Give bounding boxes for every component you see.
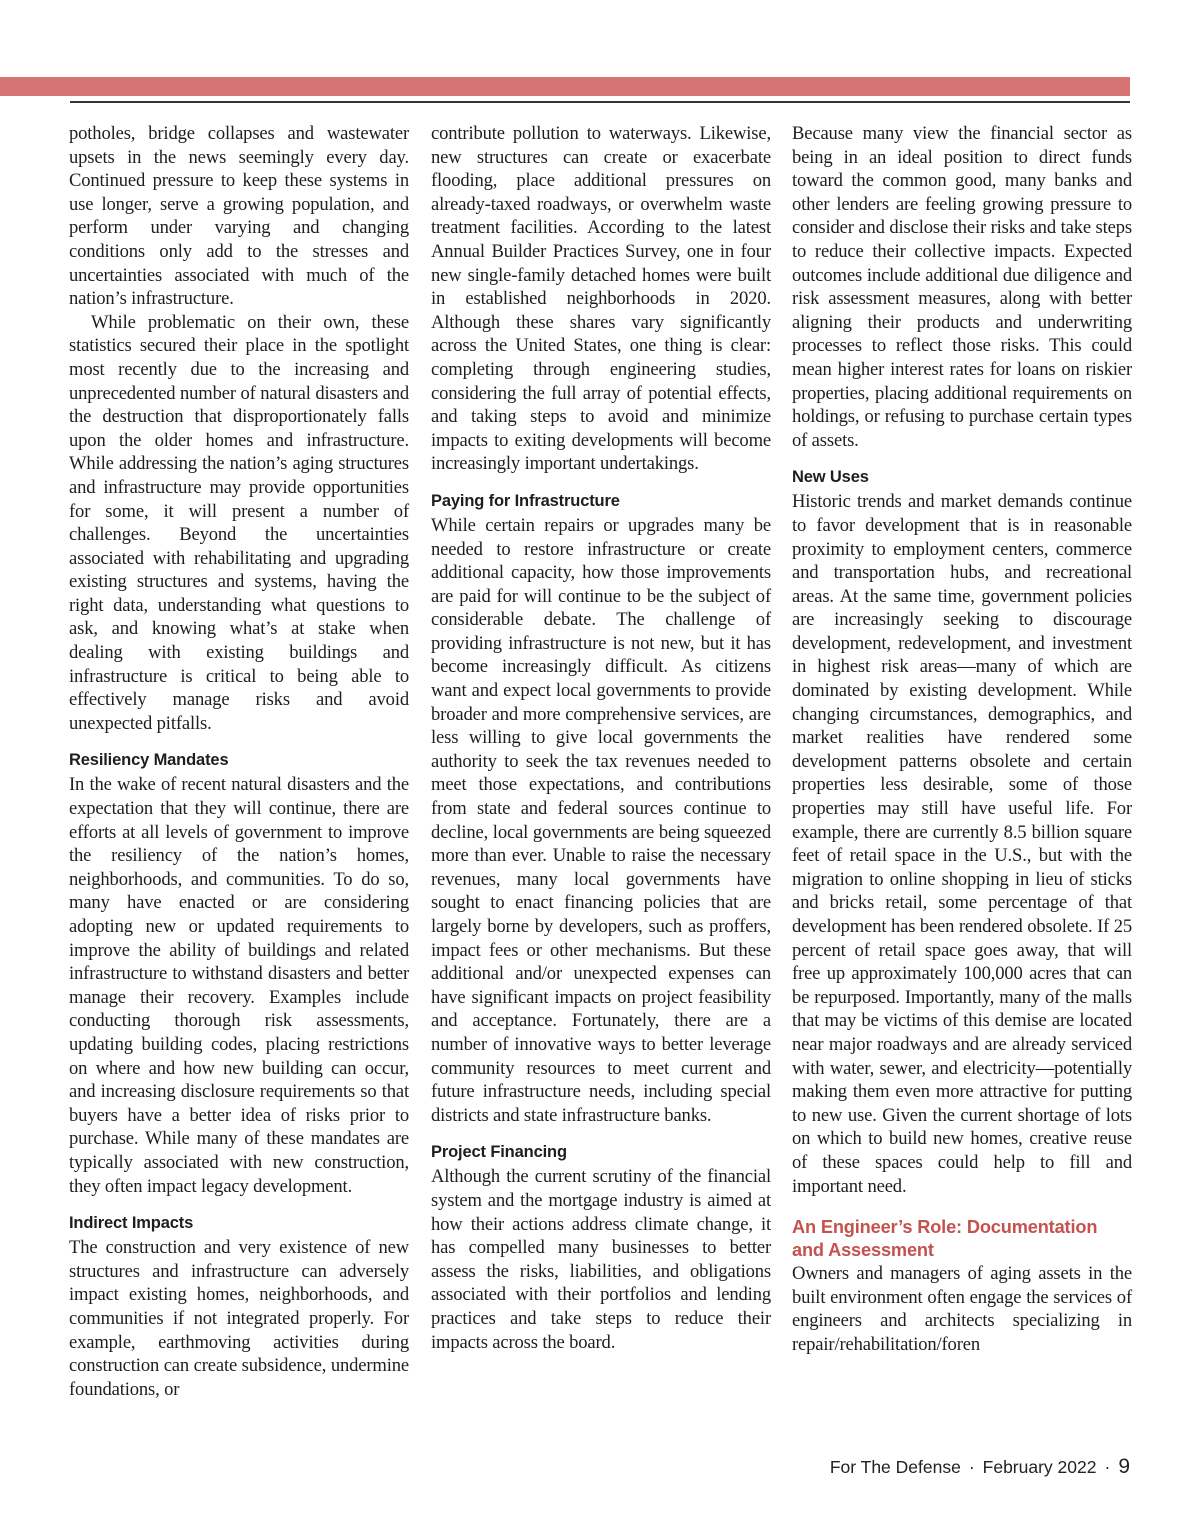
paragraph: The construction and very existence of new structures and infrastructure can adversely impact existing homes, neighborhoods, and communities if not integrated properly. For example, earthmoving activities during construction can create subsidence, undermine foundations, or: [69, 1237, 409, 1400]
section-heading-resiliency-mandates: Resiliency Mandates: [69, 751, 229, 770]
paragraph: While certain repairs or upgrades many be needed to restore infrastructure or create additional capacity, how those improvements are paid for will continue to be the subject of considerable debate. The challenge of providing infrastructure is not new, but it has become increasingly difficult. As citizens want and expect local governments to provide broader and more comprehensive services, are less willing to give local governments the authority to seek the tax revenues needed to meet those expectations, and contributions from state and federal sources continue to decline, local governments are being squeezed more than ever. Unable to raise the necessary revenues, many local governments have sought to enact financing policies that are largely borne by developers, such as proffers, impact fees or other mechanisms. But these additional and/or unexpected expenses can have significant impacts on project feasibility and acceptance. Fortunately, there are a number of innovative ways to better leverage community resources to meet current and future infrastructure needs, including special districts and state infrastructure banks.: [431, 514, 771, 1126]
footer-separator: ·: [1104, 1457, 1111, 1477]
paragraph: contribute pollution to waterways. Likewise, new structures can create or exacerbate flooding, place additional pressures on already-taxed roadways, or overwhelm waste treatment facilities. According to the latest Annual Builder Practices Survey, one in four new single-family detached homes were built in established neighborhoods in 2020. Although these shares vary significantly across the United States, one thing is clear: completing through engineering studies, considering the full array of potential effects, and taking steps to avoid and minimize impacts to exiting developments will become increasingly important undertakings.: [431, 123, 771, 475]
issue-date: February 2022: [982, 1457, 1097, 1477]
article-column-3: [792, 122, 1132, 1357]
paragraph: Because many view the financial sector as being in an ideal position to direct funds toward the common good, many banks and other lenders are feeling growing pressure to consider and disclose their risks and take steps to reduce their collective impacts. Expected outcomes include additional due diligence and risk assessment measures, along with better aligning their products and underwriting processes to reflect those risks. This could mean higher interest rates for loans on riskier properties, placing additional requirements on holdings, or refusing to purchase certain types of assets.: [792, 123, 1132, 451]
paragraph: Although the current scrutiny of the financial system and the mortgage industry is aimed at how their actions address climate change, it has compelled many businesses to better assess the risks, liabilities, and obligations associated with their portfolios and lending practices and take steps to reduce their impacts across the board.: [431, 1166, 771, 1353]
publication-name: For The Defense: [829, 1457, 961, 1477]
paragraph: In the wake of recent natural disasters and the expectation that they will continue, there are efforts at all levels of government to improve the resiliency of the nation’s homes, neighborhoods, and communities. To do so, many have enacted or are considering adopting new or updated requirements to improve the ability of buildings and related infrastructure to withstand disasters and better manage their recovery. Examples include conducting thorough risk assessments, updating building codes, placing restrictions on where and how new building can occur, and increasing disclosure requirements so that buyers have a better idea of risks prior to purchase. While many of these mandates are typically associated with new construction, they often impact legacy development.: [69, 774, 409, 1197]
paragraph: Owners and managers of aging assets in the built environment often engage the services of engineers and architects specializing in repair/rehabilitation/foren: [792, 1263, 1132, 1355]
section-heading-indirect-impacts: Indirect Impacts: [69, 1214, 194, 1233]
header-rule: [70, 101, 1130, 103]
section-heading-engineers-role: An Engineer’s Role: Documentation and Assessment: [792, 1217, 1098, 1261]
section-heading-paying-for-infrastructure: Paying for Infrastructure: [431, 491, 620, 510]
article-column-2: [431, 122, 771, 1354]
section-heading-project-financing: Project Financing: [431, 1143, 567, 1162]
header-accent-bar: [0, 77, 1130, 96]
section-heading-new-uses: New Uses: [792, 468, 869, 487]
article-column-1: [69, 122, 409, 1401]
paragraph: Historic trends and market demands continue to favor development that is in reasonable proximity to employment centers, commerce and transportation hubs, and recreational areas. At the same time, government policies are increasingly seeking to discourage development, redevelopment, and investment in highest risk areas—many of which are dominated by existing development. While changing circumstances, demographics, and market realities have rendered some development patterns obsolete and certain properties less desirable, some of those properties may still have useful life. For example, there are currently 8.5 billion square feet of retail space in the U.S., but with the migration to online shopping in lieu of sticks and bricks retail, some percentage of that development has been rendered obsolete. If 25 percent of retail space goes away, that will free up approximately 100,000 acres that can be repurposed. Importantly, many of the malls that may be victims of this demise are located near major roadways and are already serviced with water, sewer, and electricity—potentially making them even more attractive for putting to new use. Given the current shortage of lots on which to build new homes, creative reuse of these spaces could help to fill and important need.: [792, 491, 1132, 1197]
page-footer: [830, 1455, 1130, 1479]
footer-separator: ·: [968, 1457, 975, 1477]
paragraph: potholes, bridge collapses and wastewater upsets in the news seemingly every day. Continued pressure to keep these systems in use longer, serve a growing population, and perform under varying and changing conditions only add to the stresses and uncertainties associated with much of the nation’s infrastructure.: [69, 123, 409, 310]
page-number: 9: [1118, 1455, 1130, 1478]
paragraph: While problematic on their own, these statistics secured their place in the spotlight most recently due to the increasing and unprecedented number of natural disasters and the destruction that disproportionately falls upon the older homes and infrastructure. While addressing the nation’s aging structures and infrastructure may provide opportunities for some, it will present a number of challenges. Beyond the uncertainties associated with rehabilitating and upgrading existing structures and systems, having the right data, understanding what questions to ask, and knowing what’s at stake when dealing with existing buildings and infrastructure is critical to being able to effectively manage risks and avoid unexpected pitfalls.: [69, 311, 409, 734]
